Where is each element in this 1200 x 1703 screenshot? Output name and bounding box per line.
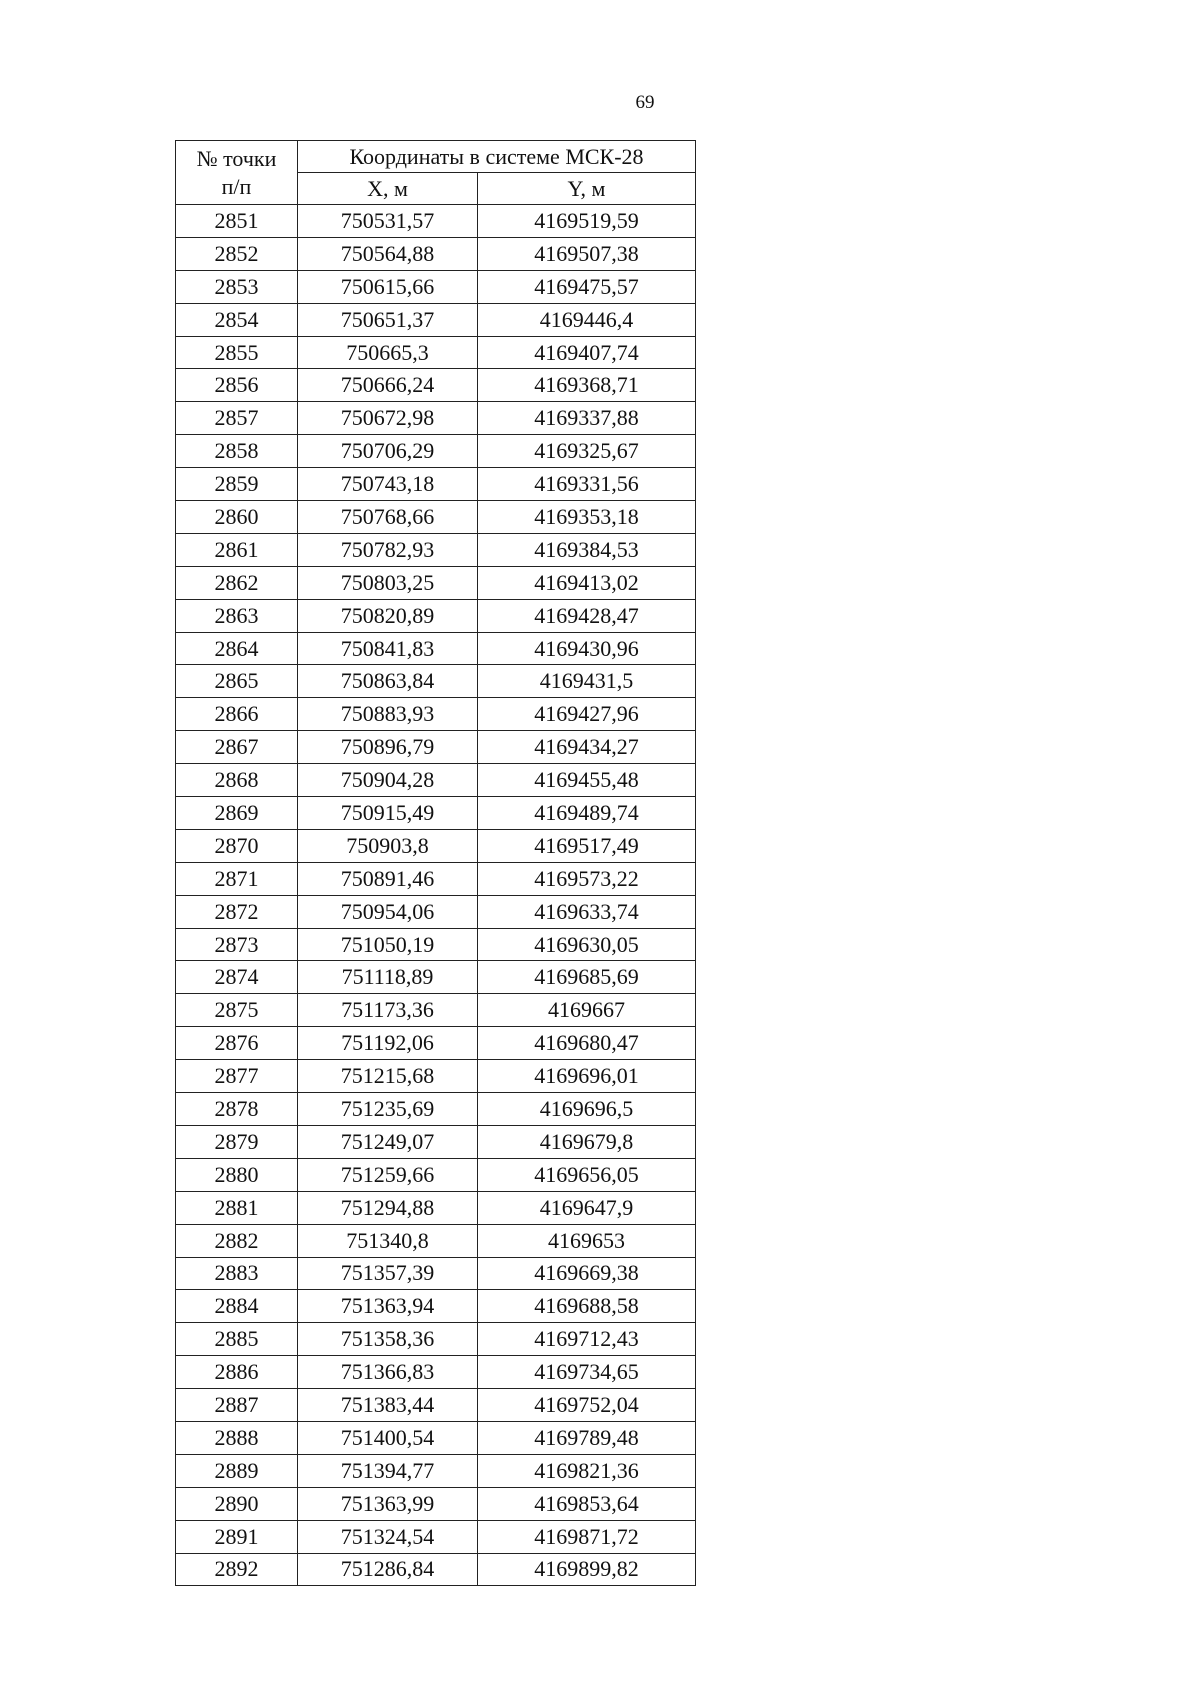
y-coordinate-cell: 4169427,96 [478, 698, 696, 731]
x-coordinate-cell: 751363,99 [298, 1487, 478, 1520]
table-row [176, 994, 696, 1027]
point-number-cell: 2852 [176, 237, 298, 270]
x-coordinate-cell: 751249,07 [298, 1125, 478, 1158]
table-row [176, 270, 696, 303]
x-coordinate-cell: 750904,28 [298, 764, 478, 797]
point-number-cell: 2865 [176, 665, 298, 698]
y-coordinate-cell: 4169434,27 [478, 731, 696, 764]
y-coordinate-cell: 4169331,56 [478, 468, 696, 501]
y-coordinate-cell: 4169368,71 [478, 369, 696, 402]
table-row [176, 961, 696, 994]
table-row [176, 1487, 696, 1520]
y-coordinate-cell: 4169679,8 [478, 1125, 696, 1158]
x-coordinate-cell: 751358,36 [298, 1323, 478, 1356]
table-row [176, 1060, 696, 1093]
y-coordinate-cell: 4169685,69 [478, 961, 696, 994]
x-coordinate-cell: 751340,8 [298, 1224, 478, 1257]
table-row [176, 566, 696, 599]
x-coordinate-cell: 751235,69 [298, 1093, 478, 1126]
point-number-cell: 2859 [176, 468, 298, 501]
table-row [176, 1553, 696, 1586]
x-coordinate-cell: 751050,19 [298, 928, 478, 961]
point-number-cell: 2878 [176, 1093, 298, 1126]
x-coordinate-cell: 750803,25 [298, 566, 478, 599]
table-row [176, 336, 696, 369]
y-coordinate-cell: 4169353,18 [478, 501, 696, 534]
point-number-cell: 2885 [176, 1323, 298, 1356]
y-coordinate-cell: 4169337,88 [478, 402, 696, 435]
table-row [176, 829, 696, 862]
x-coordinate-cell: 750672,98 [298, 402, 478, 435]
y-coordinate-cell: 4169688,58 [478, 1290, 696, 1323]
point-number-cell: 2890 [176, 1487, 298, 1520]
point-number-cell: 2867 [176, 731, 298, 764]
y-coordinate-cell: 4169384,53 [478, 533, 696, 566]
table-row [176, 1093, 696, 1126]
y-coordinate-cell: 4169696,5 [478, 1093, 696, 1126]
point-number-cell: 2861 [176, 533, 298, 566]
table-row [176, 895, 696, 928]
y-coordinate-cell: 4169446,4 [478, 303, 696, 336]
table-row [176, 1520, 696, 1553]
y-coordinate-cell: 4169519,59 [478, 205, 696, 238]
y-coordinate-cell: 4169669,38 [478, 1257, 696, 1290]
point-number-cell: 2851 [176, 205, 298, 238]
x-coordinate-cell: 751324,54 [298, 1520, 478, 1553]
table-row [176, 533, 696, 566]
x-coordinate-cell: 751215,68 [298, 1060, 478, 1093]
y-coordinate-cell: 4169696,01 [478, 1060, 696, 1093]
x-coordinate-cell: 751383,44 [298, 1389, 478, 1422]
point-number-cell: 2887 [176, 1389, 298, 1422]
x-coordinate-cell: 750651,37 [298, 303, 478, 336]
x-coordinate-cell: 751366,83 [298, 1356, 478, 1389]
x-coordinate-cell: 750564,88 [298, 237, 478, 270]
point-number-cell: 2871 [176, 862, 298, 895]
point-number-cell: 2854 [176, 303, 298, 336]
table-header [176, 141, 696, 205]
table-row [176, 632, 696, 665]
x-coordinate-cell: 750706,29 [298, 435, 478, 468]
table-row [176, 1454, 696, 1487]
table-row [176, 1257, 696, 1290]
table-row [176, 205, 696, 238]
y-coordinate-cell: 4169630,05 [478, 928, 696, 961]
x-coordinate-cell: 751357,39 [298, 1257, 478, 1290]
point-number-cell: 2884 [176, 1290, 298, 1323]
point-number-cell: 2888 [176, 1421, 298, 1454]
table-row [176, 468, 696, 501]
x-coordinate-cell: 751192,06 [298, 1027, 478, 1060]
point-number-header-line1: № точки [196, 145, 277, 171]
point-number-cell: 2886 [176, 1356, 298, 1389]
x-coordinate-cell: 750782,93 [298, 533, 478, 566]
x-coordinate-cell: 750915,49 [298, 797, 478, 830]
y-coordinate-cell: 4169871,72 [478, 1520, 696, 1553]
table-row [176, 369, 696, 402]
y-coordinate-cell: 4169656,05 [478, 1158, 696, 1191]
table-row [176, 1421, 696, 1454]
table-body [176, 205, 696, 1586]
point-number-cell: 2874 [176, 961, 298, 994]
table-row [176, 1389, 696, 1422]
point-number-cell: 2891 [176, 1520, 298, 1553]
table-row [176, 698, 696, 731]
table-row [176, 303, 696, 336]
x-coordinate-cell: 750954,06 [298, 895, 478, 928]
table-row [176, 862, 696, 895]
table-row [176, 1027, 696, 1060]
point-number-cell: 2883 [176, 1257, 298, 1290]
point-number-cell: 2880 [176, 1158, 298, 1191]
point-number-cell: 2872 [176, 895, 298, 928]
y-coordinate-cell: 4169667 [478, 994, 696, 1027]
y-coordinate-cell: 4169431,5 [478, 665, 696, 698]
y-coordinate-cell: 4169475,57 [478, 270, 696, 303]
point-number-cell: 2866 [176, 698, 298, 731]
table-row [176, 1356, 696, 1389]
table-row [176, 731, 696, 764]
point-number-cell: 2879 [176, 1125, 298, 1158]
y-coordinate-cell: 4169899,82 [478, 1553, 696, 1586]
y-coordinate-cell: 4169712,43 [478, 1323, 696, 1356]
table-row [176, 1125, 696, 1158]
y-column-header: Y, м [478, 173, 696, 205]
point-number-cell: 2889 [176, 1454, 298, 1487]
y-coordinate-cell: 4169680,47 [478, 1027, 696, 1060]
x-coordinate-cell: 751286,84 [298, 1553, 478, 1586]
point-number-cell: 2875 [176, 994, 298, 1027]
table-row [176, 928, 696, 961]
x-coordinate-cell: 750768,66 [298, 501, 478, 534]
y-coordinate-cell: 4169517,49 [478, 829, 696, 862]
table-row [176, 1191, 696, 1224]
y-coordinate-cell: 4169789,48 [478, 1421, 696, 1454]
y-coordinate-cell: 4169633,74 [478, 895, 696, 928]
y-coordinate-cell: 4169573,22 [478, 862, 696, 895]
x-coordinate-cell: 750891,46 [298, 862, 478, 895]
x-coordinate-cell: 751394,77 [298, 1454, 478, 1487]
table-row [176, 237, 696, 270]
point-number-cell: 2856 [176, 369, 298, 402]
table-row [176, 1224, 696, 1257]
y-coordinate-cell: 4169752,04 [478, 1389, 696, 1422]
x-column-header: X, м [298, 173, 478, 205]
x-coordinate-cell: 751118,89 [298, 961, 478, 994]
y-coordinate-cell: 4169853,64 [478, 1487, 696, 1520]
y-coordinate-cell: 4169430,96 [478, 632, 696, 665]
table-row [176, 764, 696, 797]
x-coordinate-cell: 750903,8 [298, 829, 478, 862]
point-number-cell: 2853 [176, 270, 298, 303]
y-coordinate-cell: 4169653 [478, 1224, 696, 1257]
y-coordinate-cell: 4169734,65 [478, 1356, 696, 1389]
table-row [176, 1323, 696, 1356]
point-number-cell: 2860 [176, 501, 298, 534]
x-coordinate-cell: 751259,66 [298, 1158, 478, 1191]
point-number-cell: 2862 [176, 566, 298, 599]
page-number: 69 [635, 92, 655, 113]
point-number-cell: 2868 [176, 764, 298, 797]
y-coordinate-cell: 4169489,74 [478, 797, 696, 830]
x-coordinate-cell: 751363,94 [298, 1290, 478, 1323]
point-number-cell: 2864 [176, 632, 298, 665]
table-row [176, 797, 696, 830]
point-number-cell: 2863 [176, 599, 298, 632]
point-number-cell: 2857 [176, 402, 298, 435]
x-coordinate-cell: 750820,89 [298, 599, 478, 632]
x-coordinate-cell: 750863,84 [298, 665, 478, 698]
x-coordinate-cell: 751294,88 [298, 1191, 478, 1224]
x-coordinate-cell: 750531,57 [298, 205, 478, 238]
point-number-cell: 2881 [176, 1191, 298, 1224]
point-number-header-line2: п/п [221, 173, 252, 199]
x-coordinate-cell: 750883,93 [298, 698, 478, 731]
y-coordinate-cell: 4169413,02 [478, 566, 696, 599]
x-coordinate-cell: 750841,83 [298, 632, 478, 665]
x-coordinate-cell: 750666,24 [298, 369, 478, 402]
y-coordinate-cell: 4169821,36 [478, 1454, 696, 1487]
x-coordinate-cell: 750743,18 [298, 468, 478, 501]
point-number-header [176, 141, 298, 205]
table-row [176, 599, 696, 632]
point-number-cell: 2855 [176, 336, 298, 369]
x-coordinate-cell: 750665,3 [298, 336, 478, 369]
x-coordinate-cell: 750615,66 [298, 270, 478, 303]
point-number-cell: 2873 [176, 928, 298, 961]
table-row [176, 435, 696, 468]
table-row [176, 665, 696, 698]
x-coordinate-cell: 750896,79 [298, 731, 478, 764]
point-number-cell: 2876 [176, 1027, 298, 1060]
coordinates-table [175, 140, 696, 1586]
point-number-cell: 2870 [176, 829, 298, 862]
point-number-cell: 2858 [176, 435, 298, 468]
x-coordinate-cell: 751173,36 [298, 994, 478, 1027]
y-coordinate-cell: 4169647,9 [478, 1191, 696, 1224]
table-row [176, 1158, 696, 1191]
point-number-cell: 2877 [176, 1060, 298, 1093]
y-coordinate-cell: 4169407,74 [478, 336, 696, 369]
coordinates-system-header: Координаты в системе МСК-28 [298, 141, 696, 173]
table-row [176, 501, 696, 534]
point-number-cell: 2892 [176, 1553, 298, 1586]
table-row [176, 402, 696, 435]
y-coordinate-cell: 4169325,67 [478, 435, 696, 468]
point-number-cell: 2869 [176, 797, 298, 830]
table-row [176, 1290, 696, 1323]
y-coordinate-cell: 4169507,38 [478, 237, 696, 270]
x-coordinate-cell: 751400,54 [298, 1421, 478, 1454]
y-coordinate-cell: 4169428,47 [478, 599, 696, 632]
y-coordinate-cell: 4169455,48 [478, 764, 696, 797]
point-number-cell: 2882 [176, 1224, 298, 1257]
